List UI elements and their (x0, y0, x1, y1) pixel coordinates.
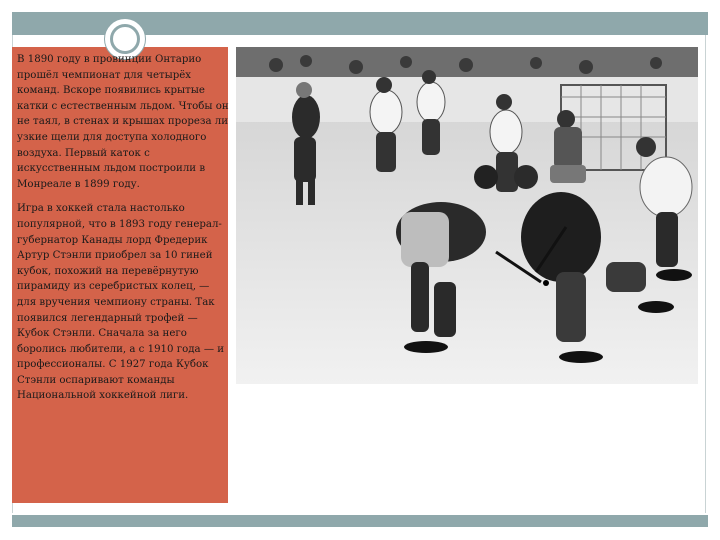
hockey-photo (236, 47, 698, 384)
paragraph-2: Игра в хоккей стала настолько популярной, что в 1893 году генерал-губернатор Канады лорд Фредерик Артур Стэнли приобрел за 10 гиней кубок, похожий на перевёрнутую пирамиду из серебристых колец, — для вручения чемпиону страны. Так появился легендарный трофей — Кубок Стэнли. Сначала за него боролись любители, а с 1910 года — и профессионалы. С 1927 года Кубок Стэнли оспаривают команды Национальной хоккейной лиги. (17, 203, 225, 402)
paragraph-1: В 1890 году в провинции Онтарио прошёл чемпионат для четырёх команд. Вскоре появились крытые катки с естественным льдом. Чтобы он не таял, в стенах и крышах прореза ли узкие щели для доступа холодного воздуха. Первый каток с искусственным льдом построили в Монреале в 1899 году. (17, 54, 229, 190)
hockey-players-photo-icon (236, 47, 698, 384)
slide-text (17, 52, 229, 413)
circle-ring (110, 24, 140, 54)
bottom-band (12, 515, 708, 527)
